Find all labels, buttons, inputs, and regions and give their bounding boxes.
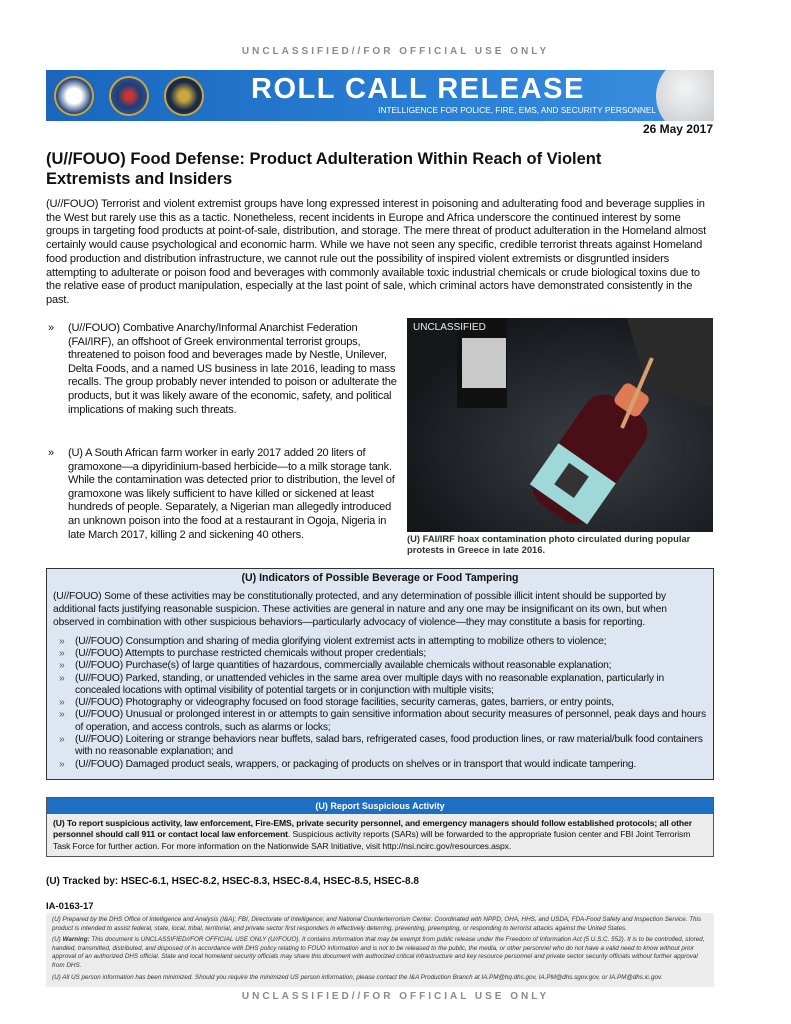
indicators-intro: (U//FOUO) Some of these activities may be constitutionally protected, and any determination of possible illicit intent should be supported by additional facts justifying reasonable suspicion. These activities are general in nature and any one may be insignificant on its own, but when observed in combination with other suspicious behaviors—particularly advocacy of violence—they may constitute a basis for reporting. [53, 591, 667, 629]
warning-label: Warning: [62, 936, 90, 944]
prepared-by-note: (U) Prepared by the DHS Office of Intelligence and Analysis (I&A); FBI, Directorate of Intelligence; and National Counterterrorism Center. Coordinated with NPPD, OHA, HHS, and USDA, FDA-Food Safety and Inspection Service. This product is intended to assist federal, state, local, tribal, territorial, and private sector first responders in effectively deterring, preventing, preempting, or responding to terrorist attacks against the United States. [52, 916, 702, 932]
nctc-seal-icon [164, 76, 204, 116]
bullet-marker: » [59, 758, 65, 770]
hoax-contamination-photo [407, 318, 713, 532]
indicator-text: (U//FOUO) Photography or videography focused on food storage facilities, security cameras, gates, barriers, or entry points, [75, 697, 614, 709]
minimized-note: (U) All US person information has been minimized. Should you require the minimized US person information, please contact the I&A Production Branch at IA.PM@hq.dhs.gov, IA.PM@dhs.sgov.gov, or IA.PM@dhs.ic.gov. [52, 973, 663, 981]
bullet-marker: » [48, 322, 54, 334]
indicator-text: (U//FOUO) Parked, standing, or unattended vehicles in the same area over multiple days with no reasonable explanation, particularly in concealed locations with optimal visibility of potential targets or in conjunction with multiple visits; [75, 672, 665, 696]
bottle-photo-illustration [407, 318, 713, 532]
bullet-marker: » [48, 447, 54, 459]
indicator-text: (U//FOUO) Purchase(s) of large quantities of hazardous, commercially available chemicals without reasonable explanation; [75, 660, 612, 672]
banner-title: ROLL CALL RELEASE [251, 73, 585, 105]
publication-date: 26 May 2017 [642, 122, 713, 136]
list-item [53, 673, 707, 698]
indicator-text: (U//FOUO) Loitering or strange behaviors near buffets, salad bars, refrigerated cases, food production lines, or raw material/bulk food containers with no reasonable explanation; and [75, 733, 703, 758]
document-id: IA-0163-17 [46, 901, 94, 912]
bullet-marker: » [59, 660, 65, 672]
warning-text: This document is UNCLASSIFIED//FOR OFFICIAL USE ONLY (U//FOUO). It contains information that may be exempt from public release under the Freedom of Information Act (5 U.S.C. 552). It is to be controlled, stored, handled, transmitted, distributed, and disposed of in accordance with DHS policy relating to FOUO information and is not to be released to the public, the media, or other personnel who do not have a valid need to know without prior approval of an authorized DHS official. State and local homeland security officials may share this document with authorized critical infrastructure and key resource personnel and private sector security officials without further approval from DHS. [52, 936, 705, 969]
classification-marking-top: UNCLASSIFIED//FOR OFFICIAL USE ONLY [241, 46, 550, 57]
fbi-seal-icon [109, 76, 149, 116]
list-item [53, 759, 707, 771]
bullet-marker: » [59, 697, 65, 709]
bullet-marker: » [59, 635, 65, 647]
bullet-marker: » [59, 733, 65, 745]
list-item [53, 660, 707, 672]
photo-caption: (U) FAI/IRF hoax contamination photo circulated during popular protests in Greece in late 2016. [407, 533, 691, 555]
list-item [53, 697, 707, 709]
bullet-marker: » [59, 672, 65, 684]
photo-classification-label: UNCLASSIFIED [413, 322, 486, 333]
indicators-title: (U) Indicators of Possible Beverage or Food Tampering [241, 572, 519, 584]
bullet-item [46, 322, 401, 417]
bullet-marker: » [59, 647, 65, 659]
list-item [53, 636, 707, 648]
list-item [53, 734, 707, 759]
report-suspicious-activity-box [46, 797, 714, 857]
list-item [53, 709, 707, 734]
dhs-seal-icon [54, 76, 94, 116]
indicator-text: (U//FOUO) Unusual or prolonged interest in or attempts to gain sensitive information about security measures of personnel, peak days and hours of operation, and access controls, such as alarms or locks; [75, 709, 706, 733]
roll-call-release-banner [46, 70, 714, 121]
bullet-text: (U//FOUO) Combative Anarchy/Informal Anarchist Federation (FAI/IRF), an offshoot of Greek environmental terrorist groups, threatened to poison food and beverages made by Nestle, Unilever, Delta Foods, and a named US business in late 2016, leading to mass recalls. The group probably never intended to poison or adulterate the products, but it was likely aware of the economic, safety, and political implications of making such threats. [68, 322, 397, 416]
indicator-text: (U//FOUO) Attempts to purchase restricted chemicals without proper credentials; [75, 647, 427, 659]
banner-subtitle: INTELLIGENCE FOR POLICE, FIRE, EMS, AND SECURITY PERSONNEL [378, 105, 656, 115]
globe-icon [656, 70, 714, 121]
report-body [47, 814, 713, 856]
report-bold-text: (U) To report suspicious activity, law enforcement, Fire-EMS, private security personnel, and emergency managers should follow established protocols; all other personnel should call 911 or contact local law enforcement [53, 818, 692, 840]
bullet-marker: » [59, 709, 65, 721]
bullet-text: (U) A South African farm worker in early 2017 added 20 liters of gramoxone—a dipyridinium-based herbicide—to a milk storage tank. While the contamination was detected prior to distribution, the level of gramoxone was likely sufficient to have killed or sickened at least hundreds of people. Separately, a Nigerian man allegedly introduced an unknown poison into the food at a restaurant in Ogoja, Nigeria in late March 2017, killing 2 and sickening 40 others. [68, 447, 395, 541]
tracked-by: (U) Tracked by: HSEC-6.1, HSEC-8.2, HSEC-8.3, HSEC-8.4, HSEC-8.5, HSEC-8.8 [46, 876, 419, 887]
indicators-list [53, 636, 707, 771]
report-title: (U) Report Suspicious Activity [47, 798, 713, 814]
report-text: . Suspicious activity reports (SARs) will be forwarded to the appropriate fusion center and FBI Joint Terrorism Task Force for further action. For more information on the Nationwide SAR Initiative, visit http://nsi.ncirc.gov/resources.aspx. [53, 829, 691, 851]
warning-note: (U) Warning: This document is UNCLASSIFIED//FOR OFFICIAL USE ONLY (U//FOUO). It contains information that may be exempt from public release under the Freedom of Information Act (5 U.S.C. 552). It is to be controlled, stored, handled, transmitted, distributed, and disposed of in accordance with DHS policy relating to FOUO information and is not to be released to the public, the media, or other personnel who do not have a valid need to know without prior approval of an authorized DHS official. State and local homeland security officials may share this document with authorized critical infrastructure and key resource personnel and private sector security officials without further approval from DHS. [52, 936, 705, 969]
indicator-text: (U//FOUO) Damaged product seals, wrappers, or packaging of products on shelves or in transport that would indicate tampering. [75, 758, 637, 770]
classification-marking-bottom: UNCLASSIFIED//FOR OFFICIAL USE ONLY [241, 991, 550, 1002]
indicator-text: (U//FOUO) Consumption and sharing of media glorifying violent extremist acts in attempting to mobilize others to violence; [75, 635, 607, 647]
intro-paragraph: (U//FOUO) Terrorist and violent extremist groups have long expressed interest in poisoning and adulterating food and beverage supplies in the West but rarely use this as a tactic. Nonetheless, recent incidents in Europe and Africa underscore the continued interest by some groups in targeting food products at point-of-sale, distribution, and storage. The mere threat of product adulteration in the Homeland almost certainly would cause psychological and economic harm. While we have not seen any specific, credible terrorist threats against Homeland food production and distribution infrastructure, we cannot rule out the possibility of inspired violent extremists or disgruntled insiders attempting to adulterate or poison food and beverages with commonly available toxic industrial chemicals or crude biological toxins due to the relative ease of product manipulation, especially at the last point of sale, which criminal actors have demonstrated consistently in the past. [46, 198, 707, 306]
list-item [53, 648, 707, 660]
bullet-item [46, 447, 401, 542]
page-title: (U//FOUO) Food Defense: Product Adulteration Within Reach of Violent Extremists and Insiders [46, 150, 602, 188]
indicators-box [46, 568, 714, 780]
footnotes-box [46, 913, 714, 987]
